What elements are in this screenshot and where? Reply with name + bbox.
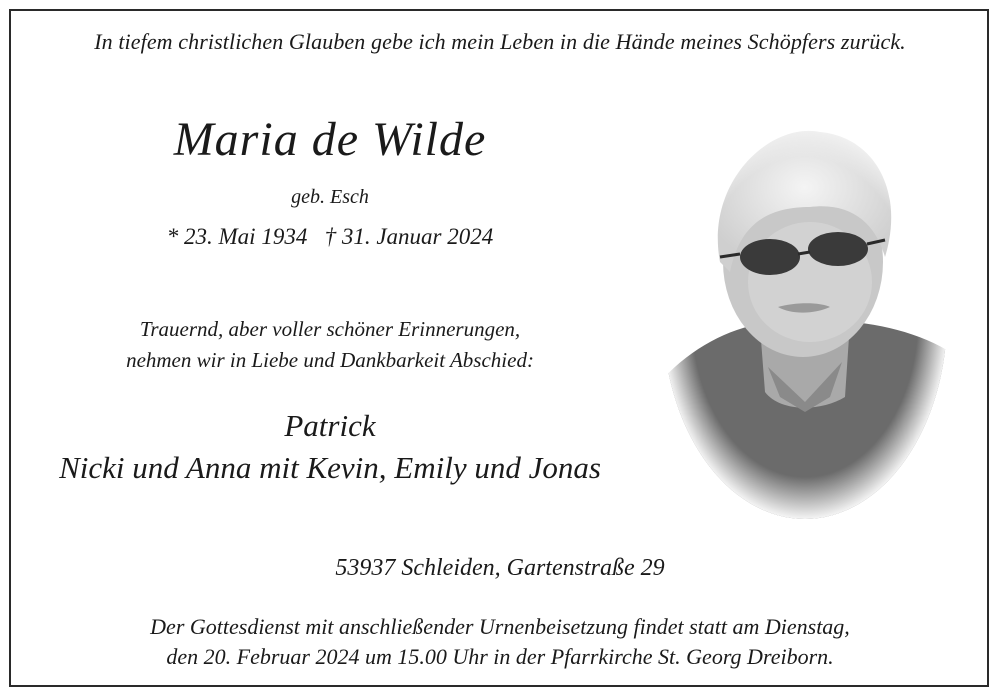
portrait-photo xyxy=(660,112,950,522)
family-line: Patrick xyxy=(284,408,376,443)
deceased-name: Maria de Wilde xyxy=(173,113,487,166)
service-line: Der Gottesdienst mit anschließender Urnenbeisetzung findet statt am Dienstag, xyxy=(150,614,850,639)
service-text xyxy=(0,612,1000,672)
service-line: den 20. Februar 2024 um 15.00 Uhr in der Pfarrkirche St. Georg Dreiborn. xyxy=(166,644,834,669)
family-line: Nicki und Anna mit Kevin, Emily und Jonas xyxy=(59,450,601,485)
mourning-text xyxy=(40,314,620,376)
family-names xyxy=(10,405,650,489)
mourning-line: nehmen wir in Liebe und Dankbarkeit Abschied: xyxy=(126,348,534,372)
motto-text: In tiefem christlichen Glauben gebe ich mein Leben in die Hände meines Schöpfers zurück. xyxy=(94,29,906,54)
birth-name: geb. Esch xyxy=(291,186,369,208)
life-dates: * 23. Mai 1934 † 31. Januar 2024 xyxy=(166,224,494,249)
address-text: 53937 Schleiden, Gartenstraße 29 xyxy=(335,555,665,581)
mourning-line: Trauernd, aber voller schöner Erinnerungen, xyxy=(139,317,521,341)
